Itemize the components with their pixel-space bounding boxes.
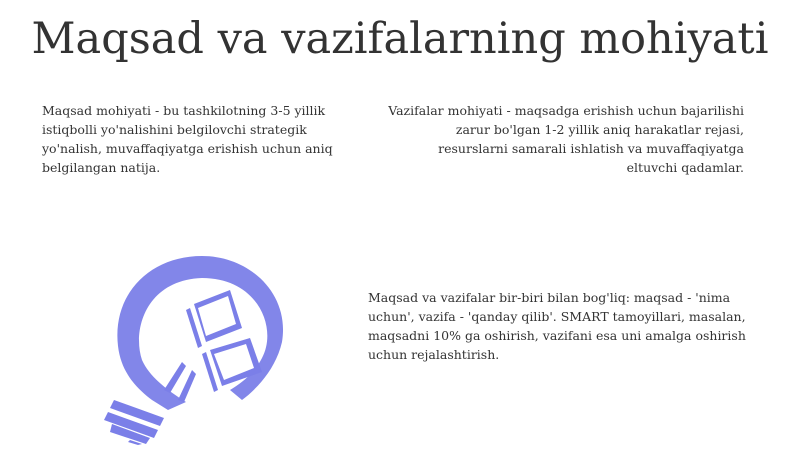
goal-paragraph: Maqsad mohiyati - bu tashkilotning 3-5 yillik istiqbolli yo'nalishini belgilovchi strategik yo'nalish, muvaffaqiyatga erishish uchun aniq belgilangan natija. bbox=[42, 103, 333, 175]
link-paragraph: Maqsad va vazifalar bir-biri bilan bog'liq: maqsad - 'nima uchun', vazifa - 'qanday qilib'. SMART tamoyillari, masalan, maqsadni 10% ga oshirish, vazifani esa uni amalga oshirish uchun rejalashtirish. bbox=[368, 290, 746, 362]
page-title: Maqsad va vazifalarning mohiyati bbox=[31, 14, 769, 64]
tasks-paragraph: Vazifalar mohiyati - maqsadga erishish uchun bajarilishi zarur bo'lgan 1-2 yillik aniq harakatlar rejasi, resurslarni samarali ishlatish va muvaffaqiyatga eltuvchi qadamlar. bbox=[388, 103, 744, 175]
lightbulb-book-icon bbox=[90, 250, 320, 445]
